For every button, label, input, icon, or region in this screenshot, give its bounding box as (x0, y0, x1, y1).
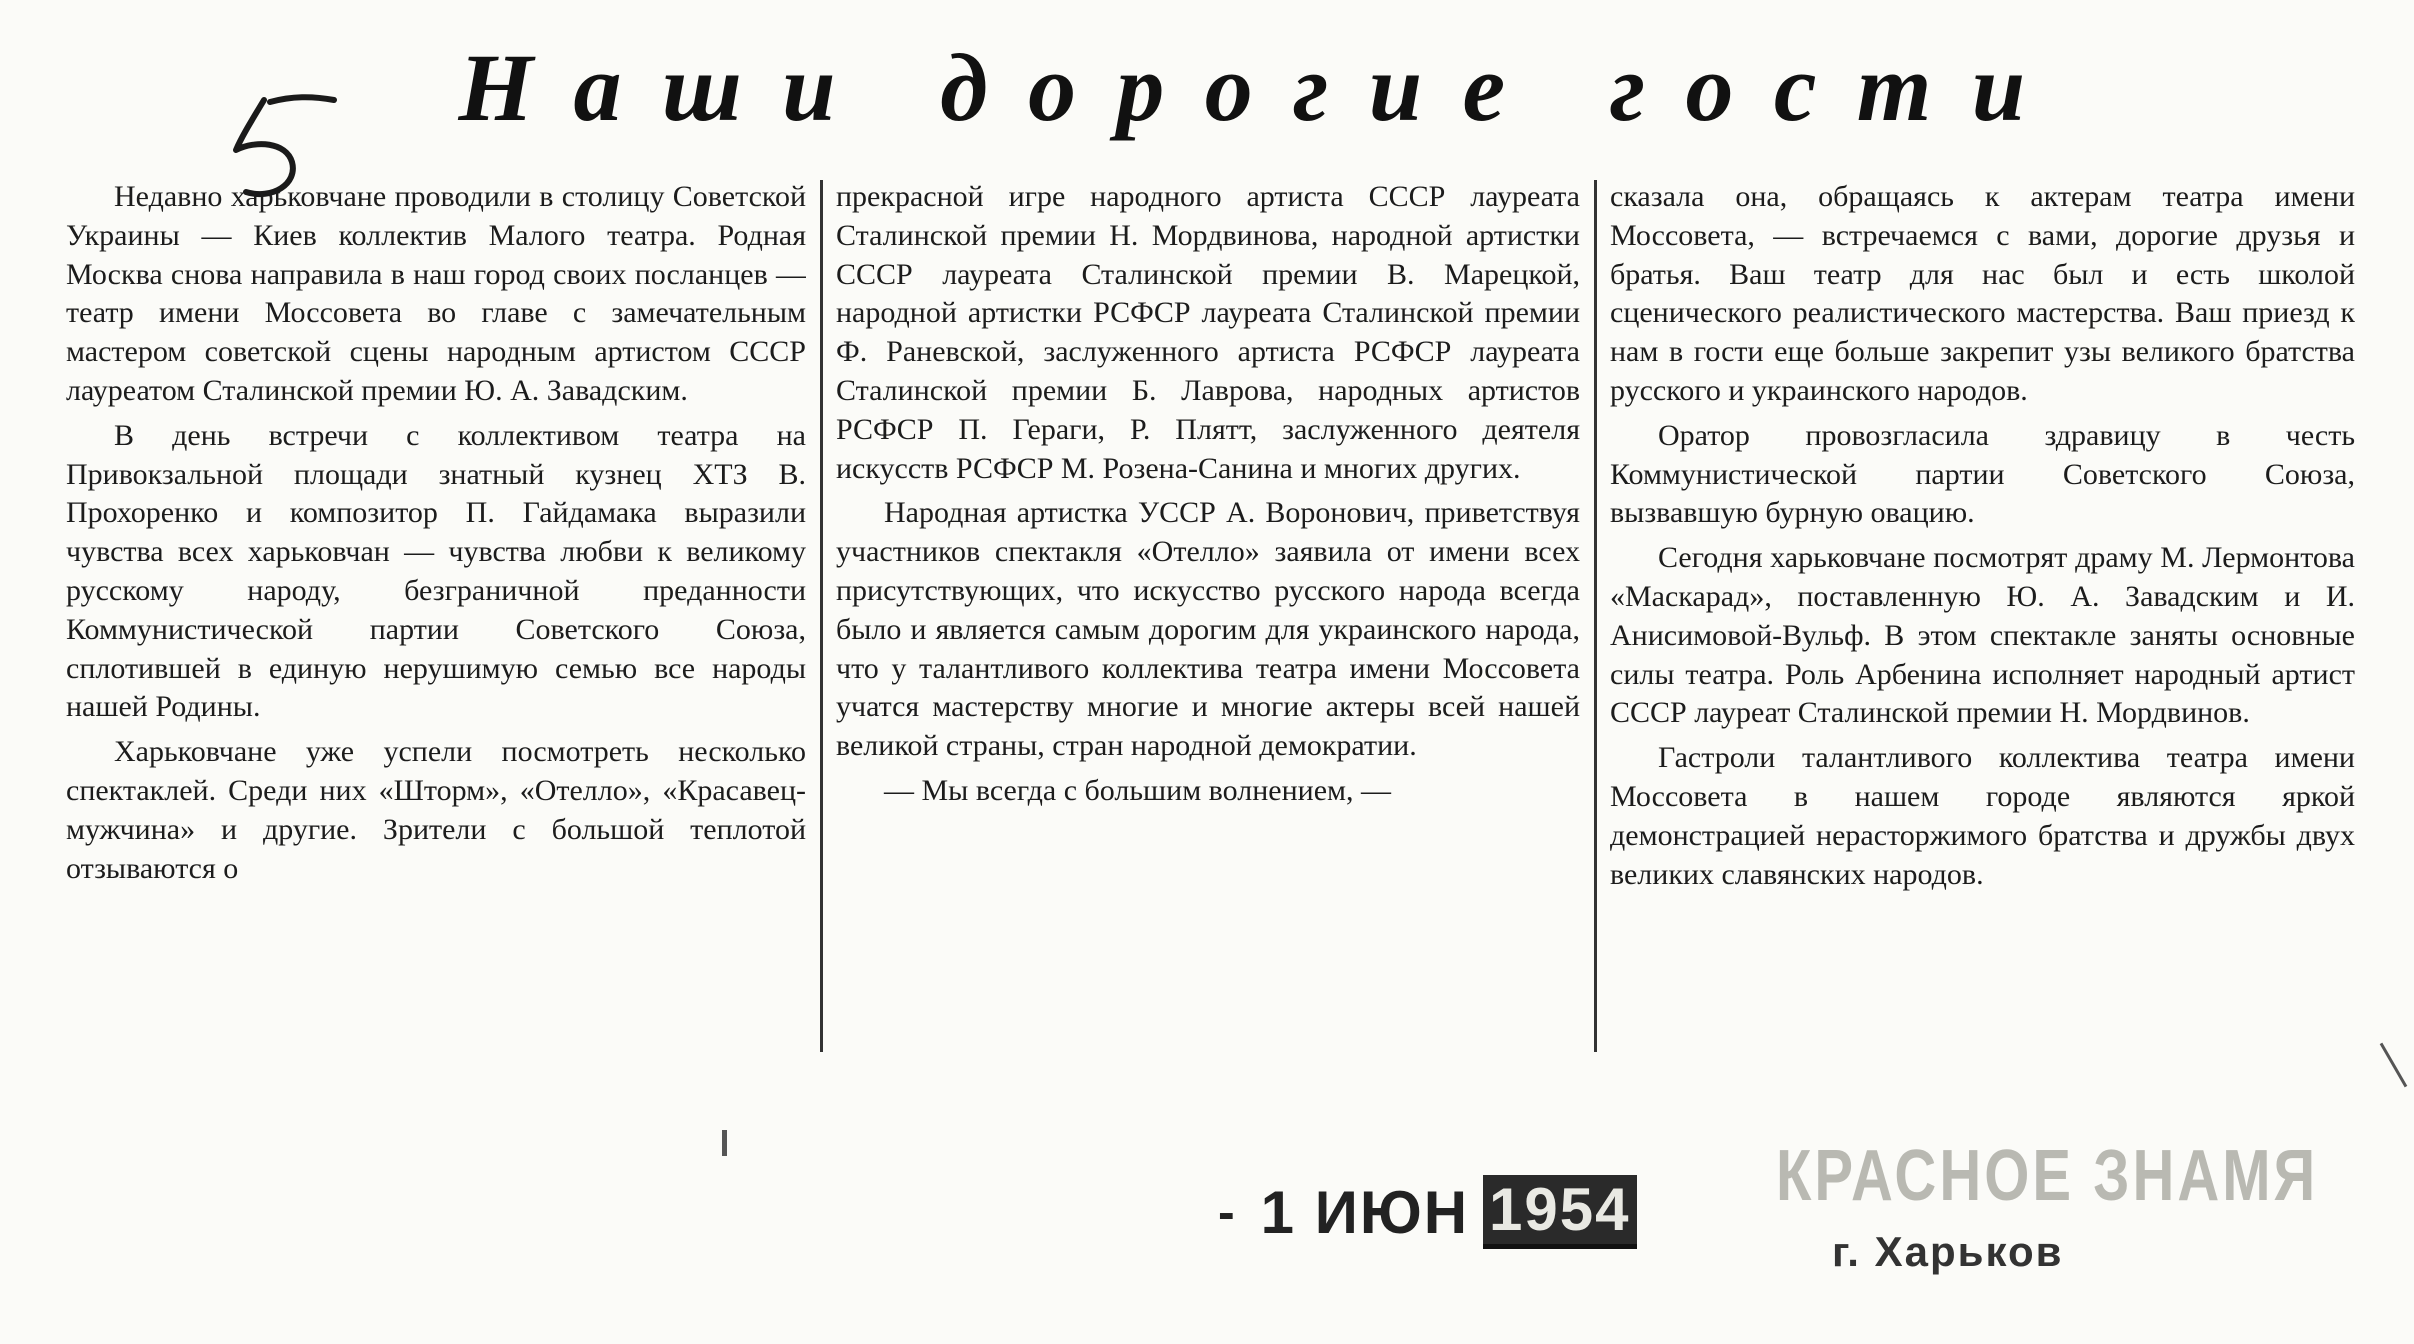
newspaper-name-stamp: КРАСНОЕ ЗНАМЯ (1776, 1134, 2319, 1217)
column-3-paragraph-1: сказала она, обращаясь к актерам театра имени Моссовета, — встречаемся с вами, дорогие друзья и братья. Ваш театр для нас был и есть школой сценического реалистического мастерства. Ваш приезд к нам в гости еще больше закрепит узы великого братства русского и украинского народов. (1610, 180, 2355, 407)
scan-speck (2380, 1043, 2408, 1088)
article-column-3 (1610, 178, 2355, 1058)
article-column-2 (836, 178, 1580, 1058)
column-1-paragraph-3: Харьковчане уже успели посмотреть несколько спектаклей. Среди них «Шторм», «Отелло», «Красавец-мужчина» и другие. Зрители с большой теплотой отзываются о (66, 735, 806, 885)
column-divider-2 (1594, 180, 1597, 1052)
column-2-paragraph-1: прекрасной игре народного артиста СССР лауреата Сталинской премии Н. Мордвинова, народной артистки СССР лауреата Сталинской премии В. Марецкой, народной артистки РСФСР лауреата Сталинской премии Ф. Раневской, заслуженного артиста РСФСР лауреата Сталинской премии Б. Лаврова, народных артистов РСФСР П. Гераги, Р. Плятт, заслуженного деятеля искусств РСФСР М. Розена-Санина и многих других. (836, 180, 1580, 485)
article-headline: Наши дорогие гости (458, 34, 2066, 141)
column-divider-1 (820, 180, 823, 1052)
date-stamp-year: 1954 (1483, 1175, 1636, 1249)
date-stamp-day-month: 1 ИЮН (1260, 1178, 1470, 1246)
date-stamp (1218, 1172, 1637, 1252)
column-1-paragraph-1: Недавно харьковчане проводили в столицу Советской Украины — Киев коллектив Малого театра. Родная Москва снова направила в наш город своих посланцев — театр имени Моссовета во главе с замечательным мастером советской сцены народным артистом СССР лауреатом Сталинской премии Ю. А. Завадским. (66, 180, 806, 407)
date-stamp-dash: - (1218, 1184, 1237, 1240)
city-stamp: г. Харьков (1832, 1228, 2064, 1275)
column-2-paragraph-2: Народная артистка УССР А. Воронович, приветствуя участников спектакля «Отелло» заявила от имени всех присутствующих, что искусство русского народа всегда было и является самым дорогим для украинского народа, что у талантливого коллектива театра имени Моссовета учатся мастерству многие и многие актеры всей нашей великой страны, стран народной демократии. (836, 496, 1580, 763)
column-2-paragraph-3: — Мы всегда с большим волнением, — (884, 773, 1391, 807)
article-column-1 (66, 178, 806, 1058)
column-1-paragraph-2: В день встречи с коллективом театра на Привокзальной площади знатный кузнец ХТЗ В. Прохоренко и композитор П. Гайдамака выразили чувства всех харьковчан — чувства любви к великому русскому народу, безграничной преданности Коммунистической партии Советского Союза, сплотившей в единую нерушимую семью все народы нашей Родины. (66, 418, 806, 724)
column-3-paragraph-2: Оратор провозгласила здравицу в честь Коммунистической партии Советского Союза, вызвавшую бурную овацию. (1610, 418, 2355, 530)
column-3-paragraph-3: Сегодня харьковчане посмотрят драму М. Лермонтова «Маскарад», поставленную Ю. А. Завадским и И. Анисимовой-Вульф. В этом спектакле заняты основные силы театра. Роль Арбенина исполняет народный артист СССР лауреат Сталинской премии Н. Мордвинов. (1610, 541, 2355, 730)
scan-speck (722, 1130, 727, 1156)
column-3-paragraph-4: Гастроли талантливого коллектива театра имени Моссовета в нашем городе являются яркой демонстрацией нерасторжимого братства и дружбы двух великих славянских народов. (1610, 741, 2355, 891)
